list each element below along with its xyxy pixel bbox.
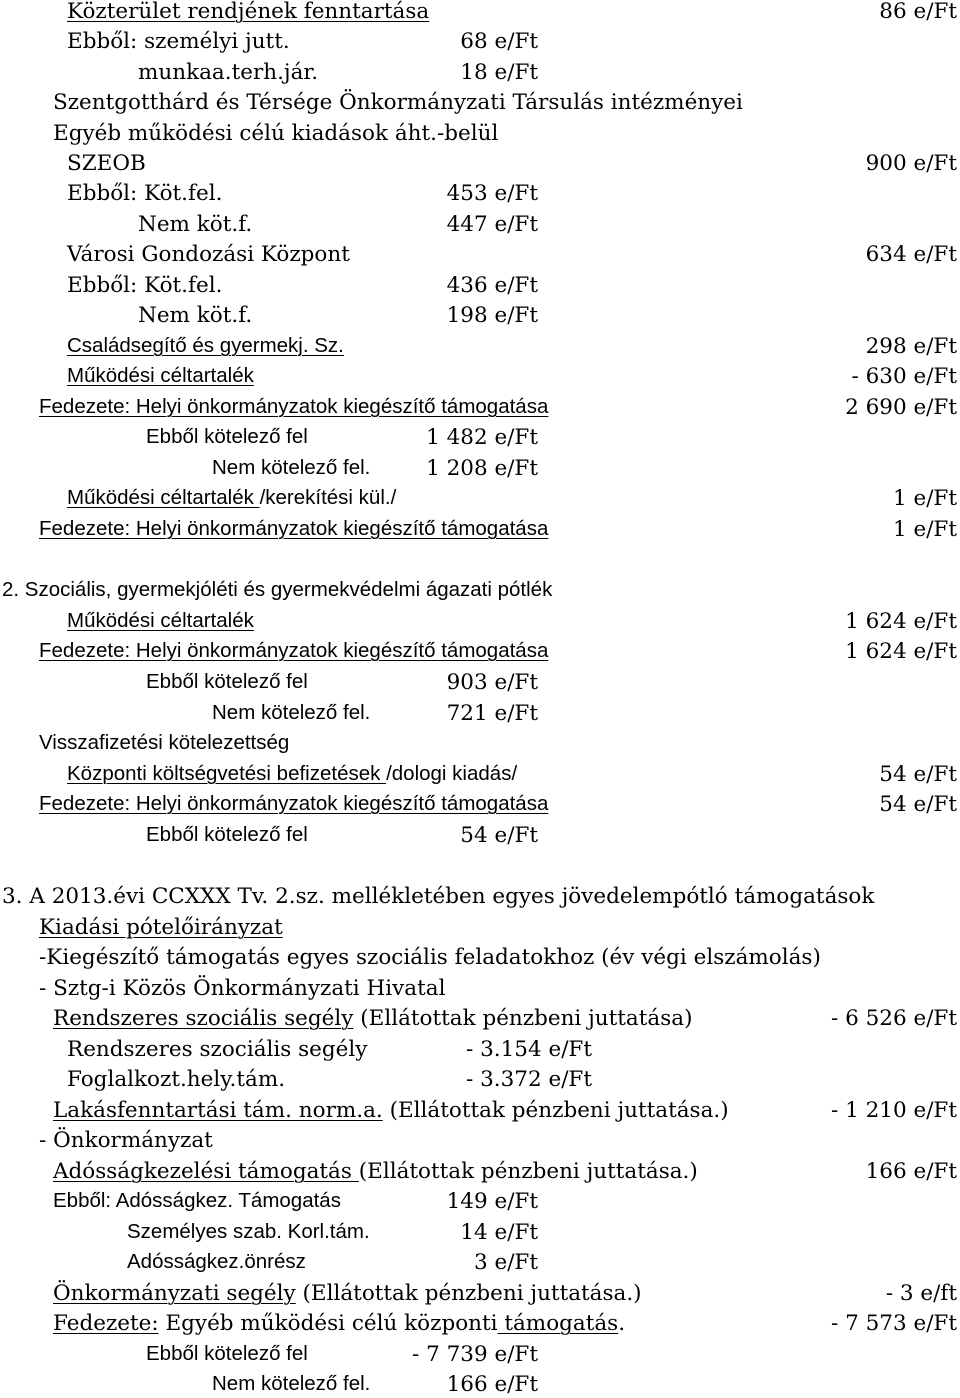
kozterulet-amount: 86 e/Ft bbox=[879, 0, 957, 24]
s2-fedezete-amount: 1 624 e/Ft bbox=[845, 639, 957, 664]
egyeb-label: Egyéb működési célú kiadások áht.-belül bbox=[53, 121, 499, 146]
s3-kotelezo-label: Ebből kötelező fel bbox=[146, 1342, 308, 1365]
s3-rendszeres-rest: (Ellátottak pénzbeni juttatása) bbox=[353, 1006, 693, 1031]
s3-adossag-tam-label: Ebből: Adósságkez. Támogatás bbox=[53, 1189, 341, 1212]
szeob-kot-label: Ebből: Köt.fel. bbox=[67, 181, 223, 206]
s3-szemelyes-amount: 14 e/Ft bbox=[460, 1220, 538, 1245]
kotelezo-amount: 1 482 e/Ft bbox=[426, 425, 538, 450]
s2-kotelezo2-label: Ebből kötelező fel bbox=[146, 823, 308, 846]
celtartalek2-rest: /kerekítési kül./ bbox=[259, 486, 397, 509]
s3-rendszeres-sub-amount: - 3.154 e/Ft bbox=[465, 1037, 592, 1062]
varosi-nemkot-label: Nem köt.f. bbox=[138, 303, 253, 328]
s3-foglalkozt-amount: - 3.372 e/Ft bbox=[465, 1067, 592, 1092]
s3-onresz-amount: 3 e/Ft bbox=[473, 1250, 538, 1275]
varosi-kot-label: Ebből: Köt.fel. bbox=[67, 273, 223, 298]
s3-onk-segely-amount: - 3 e/ft bbox=[885, 1281, 957, 1306]
munkaa-amount: 18 e/Ft bbox=[460, 60, 538, 85]
s3-lakas-rest: (Ellátottak pénzbeni juttatása.) bbox=[382, 1098, 729, 1123]
varosi-amount: 634 e/Ft bbox=[865, 242, 957, 267]
s3-nemkotelezo-amount: 166 e/Ft bbox=[446, 1372, 538, 1397]
s3-kiadasi-label: Kiadási pótelőirányzat bbox=[39, 915, 283, 940]
celtartalek2-amount: 1 e/Ft bbox=[892, 486, 957, 511]
s3-lakas-underlined: Lakásfenntartási tám. norm.a. bbox=[53, 1098, 383, 1123]
varosi-kot-amount: 436 e/Ft bbox=[446, 273, 538, 298]
nemkotelezo-label: Nem kötelező fel. bbox=[212, 456, 371, 479]
s2-celtartalek-amount: 1 624 e/Ft bbox=[845, 609, 957, 634]
s2-kotelezo2-amount: 54 e/Ft bbox=[460, 823, 538, 848]
section3-heading: 3. A 2013.évi CCXXX Tv. 2.sz. mellékletében egyes jövedelempótló támogatások bbox=[2, 884, 875, 909]
ebbol-szemelyi-label: Ebből: személyi jutt. bbox=[67, 29, 290, 54]
fedezete2-amount: 1 e/Ft bbox=[892, 517, 957, 542]
s3-fedezete-underlined2: támogatás bbox=[497, 1311, 619, 1336]
fedezete2-label: Fedezete: Helyi önkormányzatok kiegészítő támogatása bbox=[39, 517, 549, 540]
s3-onk-segely-label bbox=[53, 1283, 642, 1305]
s3-fedezete-label bbox=[53, 1313, 625, 1335]
s3-fedezete-mid: Egyéb működési célú központi bbox=[158, 1311, 498, 1336]
szeob-amount: 900 e/Ft bbox=[865, 151, 957, 176]
fedezete-label: Fedezete: Helyi önkormányzatok kiegészítő támogatása bbox=[39, 395, 549, 418]
s3-adossag-rest: (Ellátottak pénzbeni juttatása.) bbox=[358, 1159, 698, 1184]
s3-rendszeres-amount: - 6 526 e/Ft bbox=[830, 1006, 957, 1031]
s3-fedezete-amount: - 7 573 e/Ft bbox=[830, 1311, 957, 1336]
s2-kozponti-rest: /dologi kiadás/ bbox=[386, 762, 518, 785]
s3-kotelezo-amount: - 7 739 e/Ft bbox=[411, 1342, 538, 1367]
s2-fedezete-label: Fedezete: Helyi önkormányzatok kiegészítő támogatása bbox=[39, 639, 549, 662]
s2-fedezete2-amount: 54 e/Ft bbox=[879, 792, 957, 817]
nemkotelezo-amount: 1 208 e/Ft bbox=[426, 456, 538, 481]
fedezete-amount: 2 690 e/Ft bbox=[845, 395, 957, 420]
varosi-nemkot-amount: 198 e/Ft bbox=[446, 303, 538, 328]
s2-visszafizetesi-label: Visszafizetési kötelezettség bbox=[39, 731, 290, 754]
s3-onresz-label: Adósságkez.önrész bbox=[127, 1250, 306, 1273]
section2-heading: 2. Szociális, gyermekjóléti és gyermekvédelmi ágazati pótlék bbox=[2, 578, 553, 601]
s2-kotelezo-label: Ebből kötelező fel bbox=[146, 670, 308, 693]
s3-onkormanyzat-label: - Önkormányzat bbox=[39, 1128, 213, 1153]
s3-hivatal-label: - Sztg-i Közös Önkormányzati Hivatal bbox=[39, 976, 446, 1001]
s2-kozponti-underlined: Központi költségvetési befizetések bbox=[67, 762, 387, 785]
szeob-kot-amount: 453 e/Ft bbox=[446, 181, 538, 206]
s3-rendszeres-sub-label: Rendszeres szociális segély bbox=[67, 1037, 368, 1062]
s2-fedezete2-label: Fedezete: Helyi önkormányzatok kiegészítő támogatása bbox=[39, 792, 549, 815]
kozterulet-label: Közterület rendjének fenntartása bbox=[67, 0, 430, 24]
csaladsegito-label: Családsegítő és gyermekj. Sz. bbox=[67, 334, 344, 357]
s3-kiegeszito-label: -Kiegészítő támogatás egyes szociális feladatokhoz (év végi elszámolás) bbox=[39, 945, 821, 970]
s3-lakas-label bbox=[53, 1100, 729, 1122]
szeob-nemkot-amount: 447 e/Ft bbox=[446, 212, 538, 237]
s3-adossag-amount: 166 e/Ft bbox=[865, 1159, 957, 1184]
s3-szemelyes-label: Személyes szab. Korl.tám. bbox=[127, 1220, 370, 1243]
s3-fedezete-rest: . bbox=[618, 1311, 626, 1336]
s2-kotelezo-amount: 903 e/Ft bbox=[446, 670, 538, 695]
s3-rendszeres-underlined: Rendszeres szociális segély bbox=[53, 1006, 354, 1031]
s3-fedezete-underlined: Fedezete: bbox=[53, 1311, 159, 1336]
munkaa-label: munkaa.terh.jár. bbox=[138, 60, 319, 85]
ebbol-szemelyi-amount: 68 e/Ft bbox=[460, 29, 538, 54]
s3-rendszeres-label bbox=[53, 1008, 692, 1030]
szeob-label: SZEOB bbox=[67, 151, 146, 176]
s2-nemkotelezo-amount: 721 e/Ft bbox=[446, 701, 538, 726]
varosi-label: Városi Gondozási Központ bbox=[67, 242, 350, 267]
celtartalek2-label bbox=[67, 488, 396, 509]
kotelezo-label: Ebből kötelező fel bbox=[146, 425, 308, 448]
csaladsegito-amount: 298 e/Ft bbox=[865, 334, 957, 359]
s3-adossag-underlined: Adósságkezelési támogatás bbox=[53, 1159, 359, 1184]
celtartalek-amount: - 630 e/Ft bbox=[851, 364, 957, 389]
tarsulas-label: Szentgotthárd és Térsége Önkormányzati Társulás intézményei bbox=[53, 90, 743, 115]
s3-lakas-amount: - 1 210 e/Ft bbox=[830, 1098, 957, 1123]
celtartalek-label: Működési céltartalék bbox=[67, 364, 254, 387]
s3-foglalkozt-label: Foglalkozt.hely.tám. bbox=[67, 1067, 286, 1092]
s2-kozponti-label bbox=[67, 764, 517, 785]
s3-onk-segely-underlined: Önkormányzati segély bbox=[53, 1281, 296, 1306]
s2-nemkotelezo-label: Nem kötelező fel. bbox=[212, 701, 371, 724]
s3-nemkotelezo-label: Nem kötelező fel. bbox=[212, 1372, 371, 1395]
s3-adossag-tam-amount: 149 e/Ft bbox=[446, 1189, 538, 1214]
s3-adossag-label bbox=[53, 1161, 698, 1183]
s2-celtartalek-label: Működési céltartalék bbox=[67, 609, 254, 632]
s3-onk-segely-rest: (Ellátottak pénzbeni juttatása.) bbox=[295, 1281, 642, 1306]
szeob-nemkot-label: Nem köt.f. bbox=[138, 212, 253, 237]
celtartalek2-underlined: Működési céltartalék bbox=[67, 486, 260, 509]
s2-kozponti-amount: 54 e/Ft bbox=[879, 762, 957, 787]
